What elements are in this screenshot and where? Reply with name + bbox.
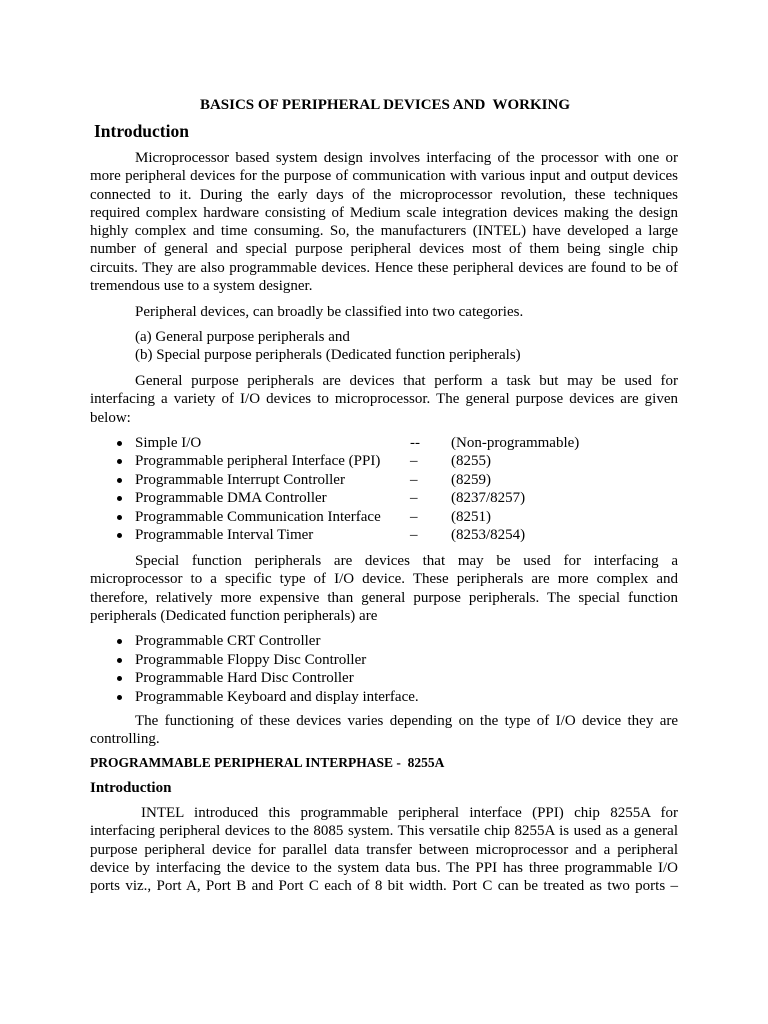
subsection-heading-introduction: Introduction [90,780,172,796]
paragraph-line: required complex hardware consisting of Medium scale integration devices making the design [90,204,678,221]
paragraph-line: Peripheral devices, can broadly be classified into two categories. [135,304,524,320]
category-item: (b) Special purpose peripherals (Dedicated function peripherals) [135,347,521,363]
section-heading-8255a: PROGRAMMABLE PERIPHERAL INTERPHASE - 8255A [90,755,445,770]
bullet-icon [117,639,122,644]
list-item [90,452,678,470]
list-item [90,471,678,489]
paragraph-line: Special function peripherals are devices that may be used for interfacing a [135,553,678,569]
paragraph-line: controlling. [90,731,160,748]
list-item [90,508,678,526]
list-item [90,526,678,544]
device-name: Programmable Communication Interface [135,508,381,525]
device-separator: -- [410,435,420,451]
device-name: Programmable Interval Timer [135,526,314,543]
device-name: Programmable Floppy Disc Controller [135,651,367,668]
list-item [90,632,678,651]
section-heading-introduction: Introduction [94,121,189,141]
device-separator: – [410,490,418,507]
paragraph-line: interfacing peripheral devices to the 8085 system. This versatile chip 8255A is used as a general [90,823,678,840]
device-chip: (Non-programmable) [451,435,580,451]
bullet-icon [117,658,122,663]
list-item [90,669,678,688]
device-chip: (8253/8254) [451,526,526,543]
bullet-icon [117,459,122,464]
device-separator: – [410,508,418,525]
bullet-icon [117,478,122,483]
paragraph-line: interfacing a variety of I/O devices to microprocessor. The general purpose devices are given [90,391,678,408]
paragraph-line: highly complex and time consuming. So, the manufacturers (INTEL) have developed a large [90,223,678,240]
paragraph-line: number of general and special purpose peripheral devices most of them being single chip [90,241,678,258]
list-item [90,489,678,507]
list-item [90,651,678,670]
paragraph-line: therefore, relatively more expensive than general purpose peripherals. The special function [90,589,678,606]
document-title: BASICS OF PERIPHERAL DEVICES AND WORKING [199,97,571,113]
bullet-icon [117,515,122,520]
paragraph-line: below: [90,409,131,426]
paragraph-line: INTEL introduced this programmable peripheral interface (PPI) chip 8255A for [141,805,678,821]
bullet-icon [117,676,122,681]
paragraph-general-purpose [90,372,678,427]
paragraph-classification [90,303,678,321]
paragraph-functioning [90,712,678,749]
bullet-icon [117,695,122,700]
paragraph-line: circuits. They are also programmable devices. Hence these peripheral devices are found to be of [90,259,678,276]
device-chip: (8259) [451,471,491,488]
paragraph-line: purpose peripheral device for parallel data transfer between microprocessor and a peripheral [90,841,678,858]
bullet-icon [117,496,122,501]
device-name: Programmable Interrupt Controller [135,471,345,488]
paragraph-line: ports viz., Port A, Port B and Port C each of 8 bit width. Port C can be treated as two ports – [90,878,678,895]
category-item: (a) General purpose peripherals and [135,329,350,345]
paragraph-8255a-introduction [90,804,678,895]
bullet-icon [117,533,122,538]
device-separator: – [410,453,418,470]
paragraph-special-function [90,552,678,625]
paragraph-line: more peripheral devices for the purpose of communication with various input and output devices [90,168,678,185]
device-name: Programmable CRT Controller [135,633,321,649]
device-chip: (8237/8257) [451,490,526,507]
device-name: Simple I/O [135,435,202,451]
device-name: Programmable DMA Controller [135,490,327,507]
device-name: Programmable peripheral Interface (PPI) [135,453,381,470]
device-name: Programmable Keyboard and display interface. [135,688,419,705]
device-separator: – [410,526,418,543]
paragraph-line: tremendous use to a system designer. [90,278,313,295]
list-item [90,434,678,452]
device-name: Programmable Hard Disc Controller [135,670,354,687]
device-chip: (8251) [451,508,491,525]
paragraph-overview [90,149,678,295]
device-separator: – [410,471,418,488]
paragraph-line: peripherals (Dedicated function peripherals) are [90,607,378,624]
list-item [90,688,678,707]
paragraph-line: Microprocessor based system design involves interfacing of the processor with one or [135,150,678,166]
paragraph-line: General purpose peripherals are devices that perform a task but may be used for [135,373,678,389]
paragraph-line: connected to it. During the early days of the microprocessor revolution, these techniques [90,186,678,203]
special-function-device-list [90,632,678,706]
bullet-icon [117,441,122,446]
category-list [90,328,678,364]
paragraph-line: device by interfacing the device to the system data bus. The PPI has three programmable I/O [90,859,678,876]
general-purpose-device-list [90,434,678,544]
paragraph-line: microprocessor to a specific type of I/O device. These peripherals are more complex and [90,571,678,588]
device-chip: (8255) [451,453,491,470]
paragraph-line: The functioning of these devices varies depending on the type of I/O device they are [135,713,678,729]
